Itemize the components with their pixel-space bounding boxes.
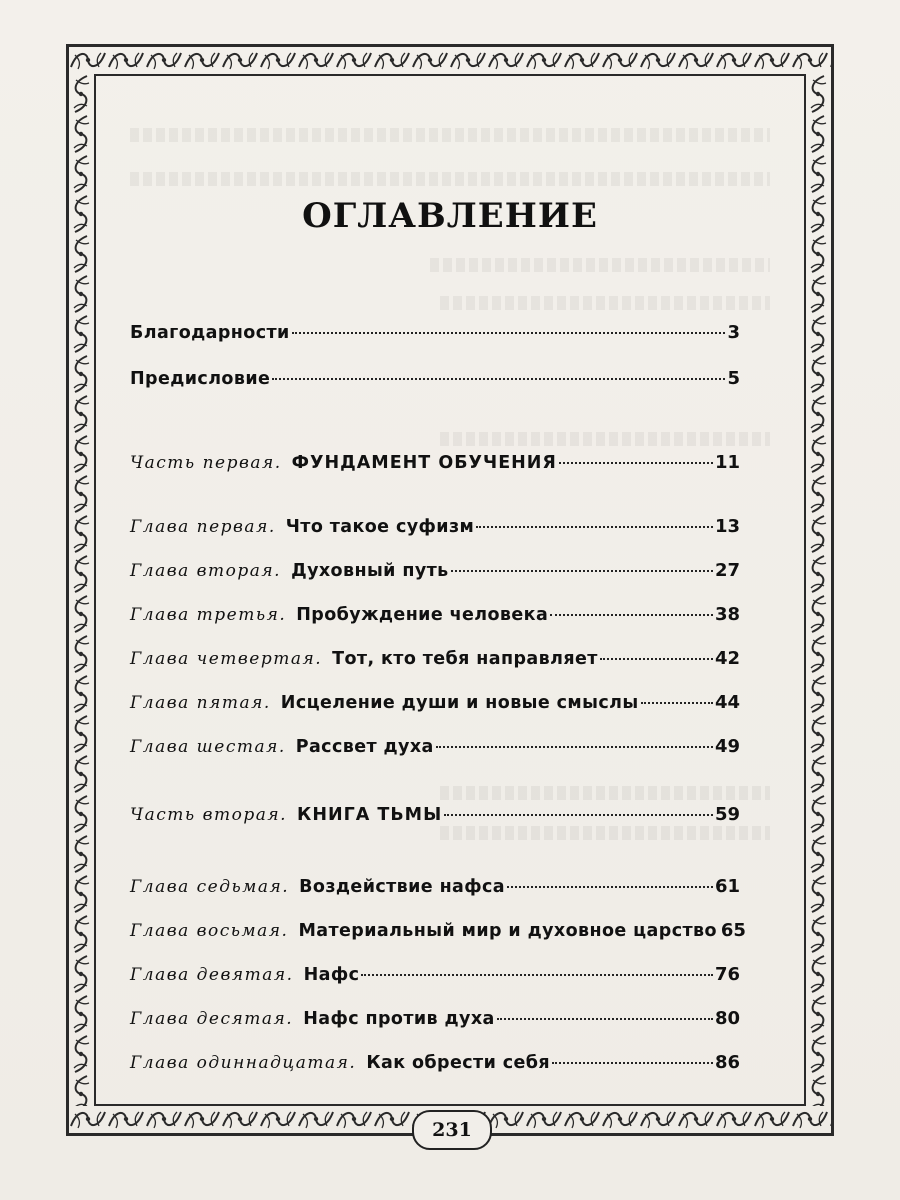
toc-entry-prefix: Глава восьмая.	[130, 921, 289, 941]
toc-entry-title: Материальный мир и духовное царство	[298, 921, 717, 941]
toc-page-number: 11	[714, 452, 740, 473]
toc-leader-dots	[292, 331, 726, 334]
toc-leader-dots	[361, 973, 713, 976]
toc-page-number: 38	[714, 604, 740, 625]
toc-leader-dots	[444, 813, 713, 816]
toc-page-number: 27	[714, 560, 740, 581]
toc-entry-title: Исцеление души и новые смыслы	[280, 693, 639, 713]
toc-entry	[130, 876, 740, 897]
toc-entry	[130, 560, 740, 581]
toc-entry	[130, 368, 740, 389]
toc-entry-prefix: Глава шестая.	[130, 737, 286, 757]
toc-page-number: 44	[714, 692, 740, 713]
toc-page-number: 61	[714, 876, 740, 897]
toc-entry-title: Рассвет духа	[295, 737, 434, 757]
toc-entry	[130, 604, 740, 625]
toc-leader-dots	[641, 701, 713, 704]
toc-entry-title: Духовный путь	[291, 561, 449, 581]
toc-leader-dots	[272, 377, 725, 380]
toc-entry-prefix: Глава седьмая.	[130, 877, 290, 897]
toc-entry	[130, 1052, 740, 1073]
toc-page-number: 59	[714, 804, 740, 825]
toc-entry	[130, 516, 740, 537]
toc-page-number: 49	[714, 736, 740, 757]
toc-entry	[130, 736, 740, 757]
toc-part-entry	[130, 804, 740, 825]
toc-entry-title: Тот, кто тебя направляет	[332, 649, 598, 669]
toc-entry-prefix: Глава третья.	[130, 605, 287, 625]
toc-page-number: 42	[714, 648, 740, 669]
toc-leader-dots	[436, 745, 713, 748]
toc-page-number: 80	[714, 1008, 740, 1029]
toc-leader-dots	[507, 885, 713, 888]
toc-part-entry	[130, 452, 740, 473]
toc-entry-title: Нафс против духа	[303, 1009, 495, 1029]
toc-entry	[130, 648, 740, 669]
toc-page-number: 13	[714, 516, 740, 537]
toc-leader-dots	[600, 657, 713, 660]
toc-entry-title: Пробуждение человека	[296, 605, 549, 625]
toc-entry-prefix: Глава пятая.	[130, 693, 271, 713]
toc-entry-prefix: Часть первая.	[130, 453, 282, 473]
toc-entry	[130, 920, 746, 941]
toc-entry-title: КНИГА ТЬМЫ	[297, 805, 443, 825]
toc-page-number: 3	[727, 322, 740, 343]
toc-entry	[130, 322, 740, 343]
toc-entry-title: Нафс	[303, 965, 360, 985]
ornament-top	[69, 47, 831, 74]
toc-leader-dots	[559, 461, 713, 464]
toc-entry	[130, 692, 740, 713]
page-title: ОГЛАВЛЕНИЕ	[302, 196, 598, 236]
toc-leader-dots	[476, 525, 713, 528]
toc-entry	[130, 1008, 740, 1029]
toc-leader-dots	[552, 1061, 713, 1064]
toc-entry-title: Предисловие	[130, 369, 271, 389]
toc-page-number: 5	[727, 368, 740, 389]
toc-entry	[130, 964, 740, 985]
toc-entry-prefix: Глава одиннадцатая.	[130, 1053, 357, 1073]
toc-entry-prefix: Глава четвертая.	[130, 649, 323, 669]
toc-leader-dots	[550, 613, 713, 616]
toc-entry-prefix: Глава девятая.	[130, 965, 294, 985]
page-number-badge: 231	[412, 1110, 492, 1150]
toc-leader-dots	[497, 1017, 713, 1020]
toc-entry-prefix: Часть вторая.	[130, 805, 288, 825]
toc-page-number: 65	[720, 920, 746, 941]
toc-page-number: 86	[714, 1052, 740, 1073]
toc-entry-title: Как обрести себя	[366, 1053, 551, 1073]
toc-leader-dots	[451, 569, 713, 572]
toc-entry-prefix: Глава вторая.	[130, 561, 282, 581]
toc-entry-title: Благодарности	[130, 323, 290, 343]
toc-entry-title: Что такое суфизм	[285, 517, 475, 537]
toc-entry-prefix: Глава десятая.	[130, 1009, 294, 1029]
toc-entry-title: ФУНДАМЕНТ ОБУЧЕНИЯ	[291, 453, 557, 473]
toc-entry-title: Воздействие нафса	[299, 877, 506, 897]
toc-page-number: 76	[714, 964, 740, 985]
toc-entry-prefix: Глава первая.	[130, 517, 276, 537]
